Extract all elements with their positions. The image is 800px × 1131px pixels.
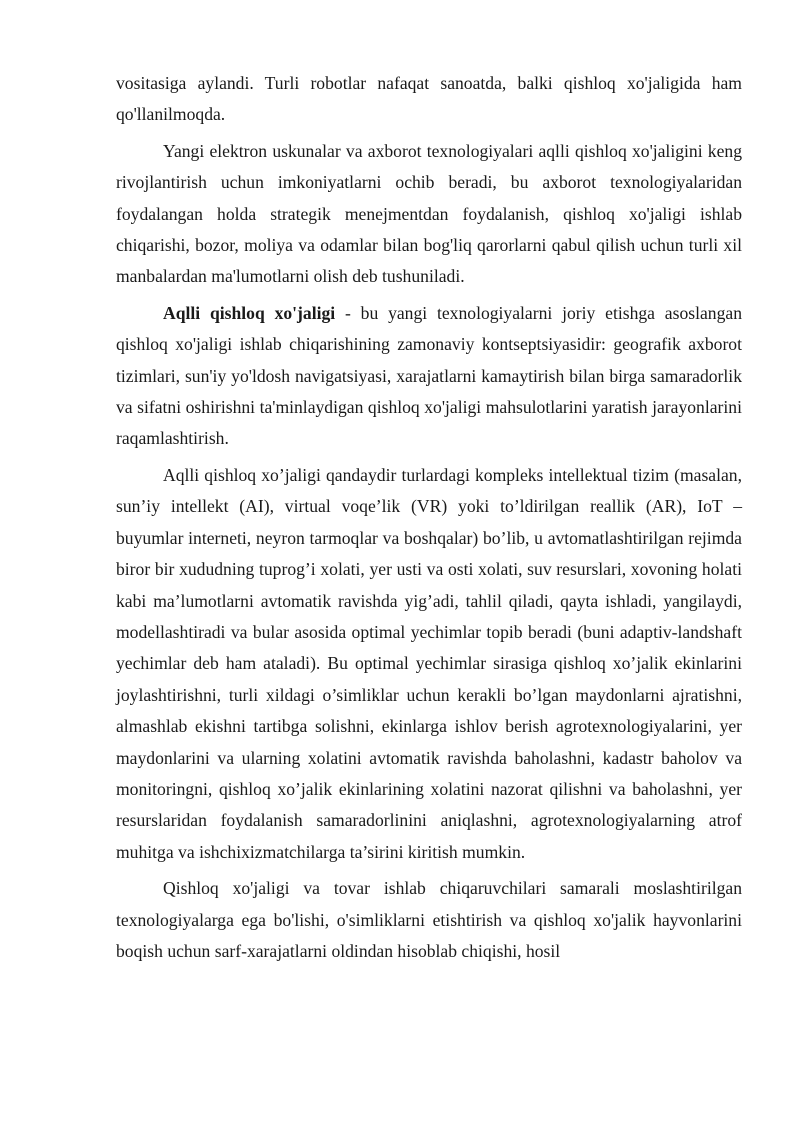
paragraph-text: Yangi elektron uskunalar va axborot texnologiyalari aqlli qishloq xo'jaligini keng rivojlantirish uchun imkoniyatlarni ochib beradi, bu axborot texnologiyalaridan foydalangan holda strategik menejmentdan foydalanish, qishloq xo'jaligi ishlab chiqarishi, bozor, moliya va odamlar bilan bog'liq qarorlarni qabul qilish uchun turli xil manbalardan ma'lumotlarni olish deb tushuniladi.	[116, 140, 742, 287]
paragraph-continuation	[116, 68, 742, 131]
paragraph	[116, 460, 742, 868]
paragraph-text: Aqlli qishloq xo’jaligi qandaydir turlardagi kompleks intellektual tizim (masalan, sun’iy intellekt (AI), virtual voqe’lik (VR) yoki to’ldirilgan reallik (AR), IoT – buyumlar interneti, neyron tarmoqlar va boshqalar) bo’lib, u avtomatlashtirilgan rejimda biror bir xududning tuprog’i xolati, yer usti va osti xolati, suv resurslari, xovoning holati kabi ma’lumotlarni avtomatik ravishda yig’adi, tahlil qiladi, qayta ishladi, yangilaydi, modellashtiradi va bular asosida optimal yechimlar topib beradi (buni adaptiv-landshaft yechimlar deb ham ataladi). Bu optimal yechimlar sirasiga qishloq xo’jalik ekinlarini joylashtirishni, turli xildagi o’simliklar uchun kerakli bo’lgan maydonlarni ajratishni, almashlab ekishni tartibga solishni, ekinlarga ishlov berish agrotexnologiyalarini, yer maydonlarini va ularning xolatini avtomatik ravishda baholashni, kadastr baholov va monitoringni, qishloq xo’jalik ekinlarining xolatini nazorat qilishni va baholashni, yer resurslaridan foydalanish samaradorlinini aniqlashni, agrotexnologiyalarning atrof muhitga va ishchixizmatchilarga ta’sirini kiritish mumkin.	[116, 464, 742, 862]
paragraph	[116, 136, 742, 293]
defined-term: Aqlli qishloq xo'jaligi	[163, 302, 336, 323]
paragraph-text: Qishloq xo'jaligi va tovar ishlab chiqaruvchilari samarali moslashtirilgan texnologiyalarga ega bo'lishi, o'simliklarni etishtirish va qishloq xo'jalik hayvonlarini boqish uchun sarf-xarajatlarni oldindan hisoblab chiqishi, hosil	[116, 878, 742, 961]
document-body	[116, 68, 742, 967]
paragraph-text: vositasiga aylandi. Turli robotlar nafaqat sanoatda, balki qishloq xo'jaligida ham qo'llanilmoqda.	[116, 73, 742, 125]
paragraph-text: - bu yangi texnologiyalarni joriy etishga asoslangan qishloq xo'jaligi ishlab chiqarishining zamonaviy kontseptsiyasidir: geografik axborot tizimlari, sun'iy yo'ldosh navigatsiyasi, xarajatlarni kamaytirish bilan birga samaradorlik va sifatni oshirishni ta'minlaydigan qishloq xo'jaligi mahsulotlarini yaratish jarayonlarini raqamlashtirish.	[116, 302, 742, 449]
definition-paragraph	[116, 298, 742, 455]
paragraph	[116, 873, 742, 967]
